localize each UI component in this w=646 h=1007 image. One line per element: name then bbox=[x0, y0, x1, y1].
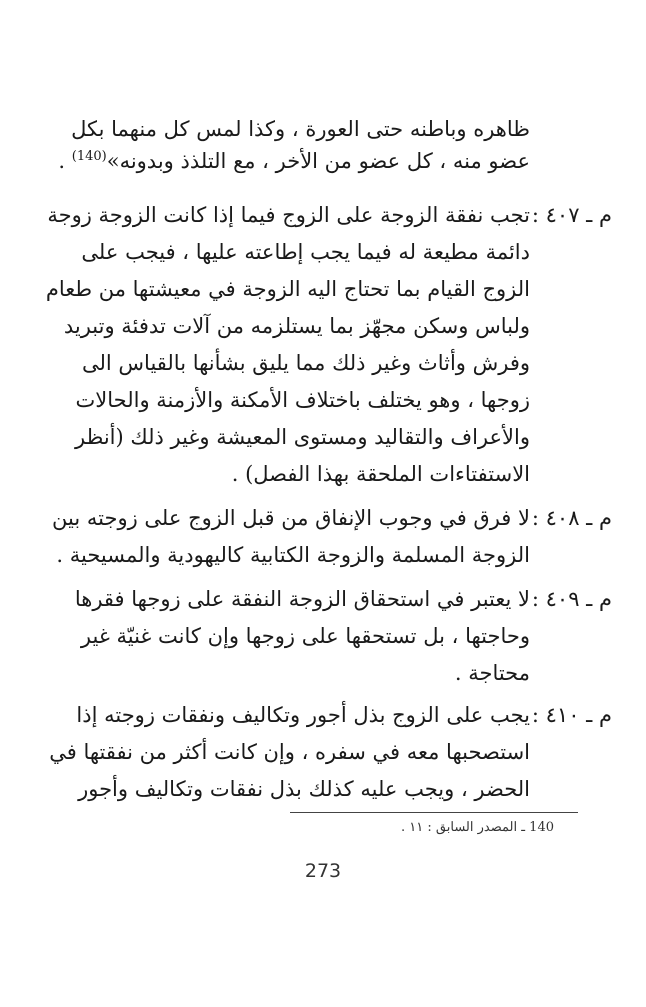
article-label-408: م ـ ٤٠٨ : bbox=[531, 506, 612, 530]
footnote-divider bbox=[290, 812, 578, 813]
article-407-line: تجب نفقة الزوجة على الزوج فيما إذا كانت الزوجة زوجة bbox=[47, 203, 530, 227]
article-407-line: زوجها ، وهو يختلف باختلاف الأمكنة والأزمنة والحالات bbox=[75, 388, 530, 412]
article-409-line: لا يعتبر في استحقاق الزوجة النفقة على زوجها فقرها bbox=[74, 587, 530, 611]
article-409-line: وحاجتها ، بل تستحقها على زوجها وإن كانت غنيّة غير bbox=[80, 624, 530, 648]
article-408-line: الزوجة المسلمة والزوجة الكتابية كاليهودية والمسيحية . bbox=[56, 543, 530, 567]
page-number: 273 bbox=[304, 860, 342, 882]
article-407-line: الزوج القيام بما تحتاج اليه الزوجة في معيشتها من طعام bbox=[45, 277, 530, 301]
article-407-line: ولباس وسكن مجهّز بما يستلزمه من آلات تدفئة وتبريد bbox=[63, 314, 530, 338]
article-410-line: الحضر ، ويجب عليه كذلك بذل نفقات وتكاليف وأجور bbox=[78, 777, 530, 801]
intro-line-text: عضو منه ، كل عضو من الأخر ، مع التلذذ وبدونه» bbox=[106, 149, 530, 173]
article-label-410: م ـ ٤١٠ : bbox=[531, 703, 612, 727]
article-408-line: لا فرق في وجوب الإنفاق من قبل الزوج على زوجته بين bbox=[52, 506, 530, 530]
intro-line-end: . bbox=[58, 149, 72, 173]
intro-line: ظاهره وباطنه حتى العورة ، وكذا لمس كل منهما بكل bbox=[71, 117, 530, 141]
article-label-409: م ـ ٤٠٩ : bbox=[531, 587, 612, 611]
article-label-407: م ـ ٤٠٧ : bbox=[531, 203, 612, 227]
intro-line-last bbox=[58, 146, 530, 176]
article-409-line: محتاجة . bbox=[454, 661, 530, 685]
article-407-line: وفرش وأثاث وغير ذلك مما يليق بشأنها بالقياس الى bbox=[82, 351, 530, 375]
article-410-line: يجب على الزوج بذل أجور وتكاليف ونفقات زوجته إذا bbox=[76, 703, 530, 727]
footnote: 140 ـ المصدر السابق : ١١ . bbox=[401, 820, 554, 835]
article-407-line: دائمة مطيعة له فيما يجب إطاعته عليها ، فيجب على bbox=[81, 240, 530, 264]
article-410-line: استصحبها معه في سفره ، وإن كانت أكثر من نفقتها في bbox=[49, 740, 530, 764]
footnote-reference: (140) bbox=[71, 149, 107, 164]
article-407-line: الاستفتاءات الملحقة بهذا الفصل) . bbox=[231, 462, 530, 486]
article-407-line: والأعراف والتقاليد ومستوى المعيشة وغير ذلك (أنظر bbox=[75, 425, 530, 449]
